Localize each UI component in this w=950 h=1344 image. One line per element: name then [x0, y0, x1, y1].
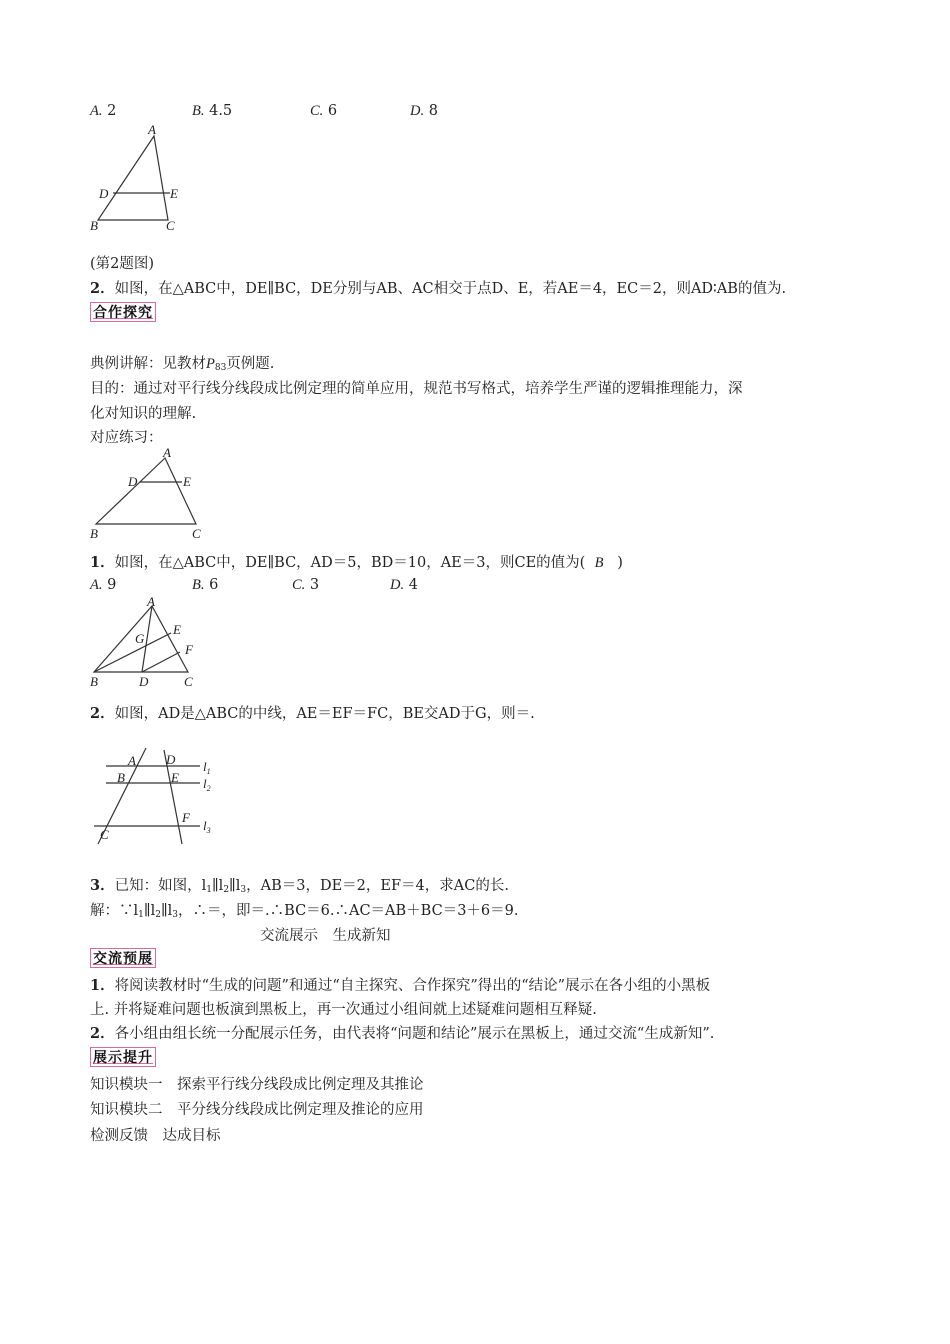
exchange-p1-line2: 上. 并将疑难问题也板演到黑板上，再一次通过小组间就上述疑难问题相互释疑. [90, 1002, 597, 1018]
option-b-value: 4.5 [209, 103, 233, 119]
label-l3: $l_3$ [203, 818, 211, 835]
label-f: F [182, 810, 190, 825]
label-l1: $l_1$ [203, 759, 211, 776]
option-c-letter: C. [310, 103, 324, 119]
label-e: E [170, 186, 178, 201]
label-l2: $l_2$ [203, 776, 211, 793]
label-c: C [166, 218, 175, 233]
question-2-top [90, 277, 786, 298]
exchange-p1-line1: 1．将阅读教材时“生成的问题”和通过“自主探究、合作探究”得出的“结论”展示在各小组的小黑板 [90, 977, 711, 994]
segment-df [142, 652, 180, 672]
label-b: B [90, 674, 98, 689]
module-3: 检测反馈 达成目标 [90, 1128, 221, 1144]
label-d: D [99, 186, 109, 201]
label-c: C [184, 674, 193, 689]
question-text: 如图，在△ABC中，DE∥BC，DE分别与AB、AC相交于点D、E，若AE＝4，EC＝2，则AD∶AB的值为. [114, 281, 787, 297]
exercise-3-solution: 解：$\because l_1\parallel l_2\parallel l_3$，∴＝，即＝.∴BC＝6.∴AC＝AB＋BC＝3＋6＝9. [90, 903, 519, 920]
section-tag-cooperate: 合作探究 [90, 302, 156, 322]
practice-heading: 对应练习： [90, 430, 163, 446]
exercise-1: 1．如图，在△ABC中，DE∥BC，AD＝5，BD＝10，AE＝3，则CE的值为( B ) [90, 554, 623, 571]
triangle-abc [96, 458, 196, 524]
label-e: E [171, 770, 179, 785]
label-c: C [192, 526, 201, 541]
exercise-2: 2．如图，AD是△ABC的中线，AE＝EF＝FC，BE交AD于G，则＝. [90, 705, 535, 722]
label-g: G [135, 631, 145, 646]
purpose-line-1: 目的：通过对平行线分线段成比例定理的简单应用，规范书写格式，培养学生严谨的逻辑推理能力，深 [90, 381, 743, 397]
label-b: B [90, 526, 98, 541]
exercise-3: 3．已知：如图，$l_1\parallel l_2\parallel l_3$，AB＝3，DE＝2，EF＝4，求AC的长. [90, 877, 509, 895]
segment-be [94, 633, 171, 672]
figure-parallel-lines [88, 746, 228, 856]
module-2: 知识模块二 平分线分线段成比例定理及推论的应用 [90, 1102, 424, 1118]
label-b: B [90, 218, 98, 233]
answer: B [594, 555, 604, 571]
figure-triangle-3 [88, 596, 218, 691]
label-b: B [117, 770, 125, 785]
option-c-value: 6 [327, 103, 338, 119]
label-d: D [139, 674, 149, 689]
label-a: A [148, 122, 156, 137]
figure-caption: (第2题图) [90, 256, 155, 272]
section-title: 交流展示 生成新知 [260, 928, 391, 944]
exercise-1-options: A. 9 B. 6 C. 3 D. 4 [90, 577, 418, 593]
option-a-letter: A. [90, 103, 103, 119]
figure-triangle-2 [88, 446, 218, 541]
label-d: D [128, 474, 138, 489]
label-e: E [173, 622, 181, 637]
label-c: C [100, 827, 109, 842]
label-f: F [185, 642, 193, 657]
triangle-abc [98, 136, 168, 220]
section-tag-display: 展示提升 [90, 1047, 156, 1067]
question-number: 2． [90, 280, 115, 297]
option-d-value: 8 [428, 103, 438, 119]
top-options [90, 103, 490, 123]
module-1: 知识模块一 探索平行线分线段成比例定理及其推论 [90, 1077, 424, 1093]
label-a: A [163, 445, 171, 460]
figure-triangle-1 [88, 122, 208, 237]
example-line: 典例讲解：见教材$P_{83}$页例题. [90, 356, 275, 373]
label-a: A [128, 753, 136, 768]
purpose-line-2: 化对知识的理解. [90, 406, 197, 422]
label-a: A [147, 594, 155, 609]
exchange-p2: 2．各小组由组长统一分配展示任务，由代表将“问题和结论”展示在黑板上，通过交流“生成新知”. [90, 1025, 715, 1042]
option-b-letter: B. [192, 103, 205, 119]
label-e: E [183, 474, 191, 489]
option-a-value: 2 [107, 103, 117, 119]
label-d: D [166, 752, 176, 767]
section-tag-exchange: 交流预展 [90, 948, 156, 968]
option-d-letter: D. [410, 103, 425, 119]
